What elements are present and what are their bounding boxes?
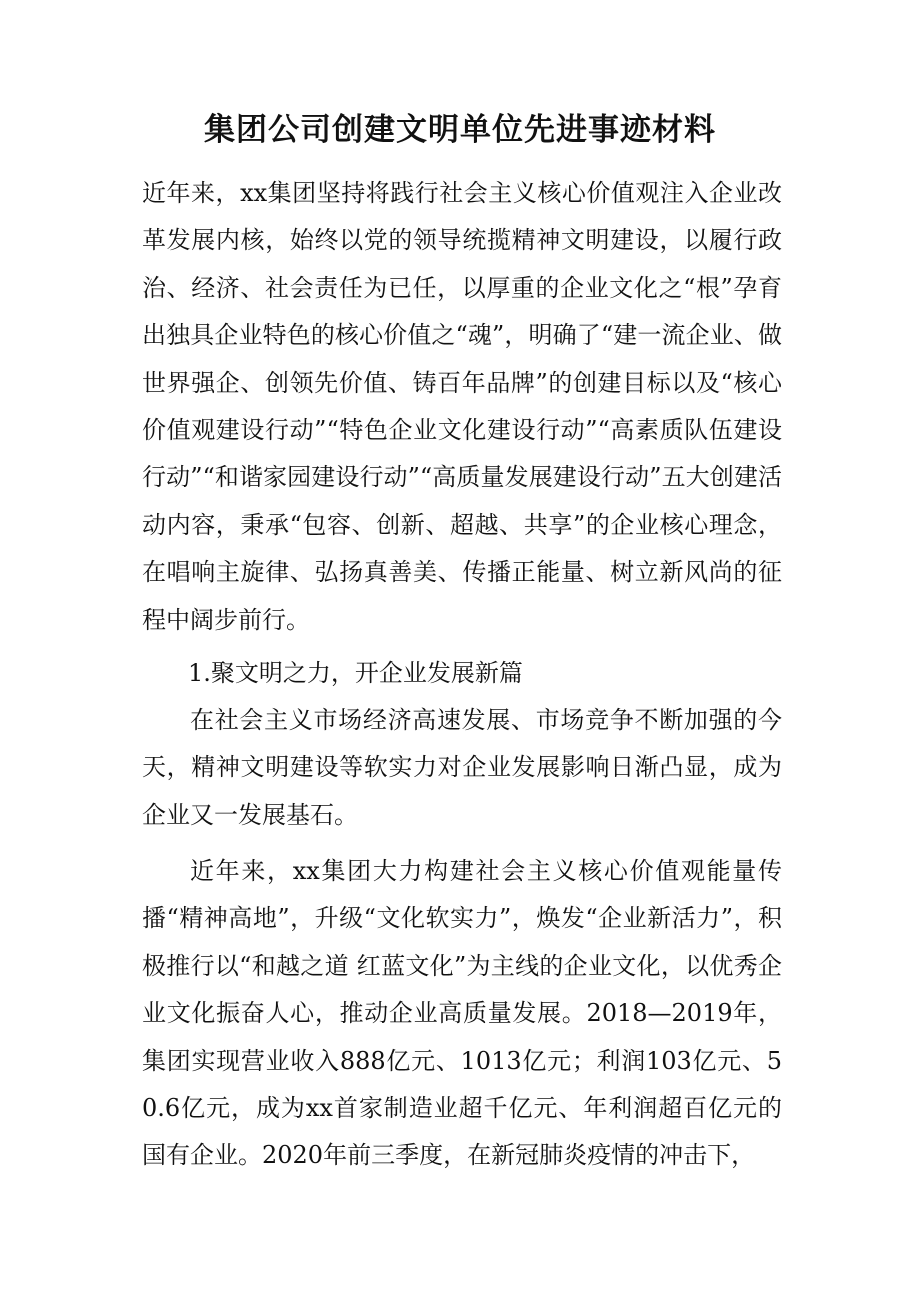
paragraph-market: 在社会主义市场经济高速发展、市场竞争不断加强的今天，精神文明建设等软实力对企业发展影响日渐凸显，成为企业又一发展基石。 — [142, 706, 782, 829]
paragraph-intro: 近年来，xx集团坚持将践行社会主义核心价值观注入企业改革发展内核，始终以党的领导统揽精神文明建设，以履行政治、经济、社会责任为已任，以厚重的企业文化之“根”孕育出独具企业特色的核心价值之“魂”，明确了“建一流企业、做世界强企、创领先价值、铸百年品牌”的创建目标以及“核心价值观建设行动”“特色企业文化建设行动”“高素质队伍建设行动”“和谐家园建设行动”“高质量发展建设行动”五大创建活动内容，秉承“包容、创新、超越、共享”的企业核心理念，在唱响主旋律、弘扬真善美、传播正能量、树立新风尚的征程中阔步前行。 — [142, 179, 782, 634]
section-heading: 1.聚文明之力，开企业发展新篇 — [188, 659, 523, 687]
document-title: 集团公司创建文明单位先进事迹材料 — [204, 112, 716, 148]
paragraph-achievements: 近年来，xx集团大力构建社会主义核心价值观能量传播“精神高地”，升级“文化软实力”，焕发“企业新活力”，积极推行以“和越之道 红蓝文化”为主线的企业文化，以优秀企业文化振奋人心，推动企业高质量发展。2018—2019年，集团实现营业收入888亿元、1013亿元；利润103亿元、50.6亿元，成为xx首家制造业超千亿元、年利润超百亿元的国有企业。2020年前三季度，在新冠肺炎疫情的冲击下， — [142, 857, 782, 1170]
